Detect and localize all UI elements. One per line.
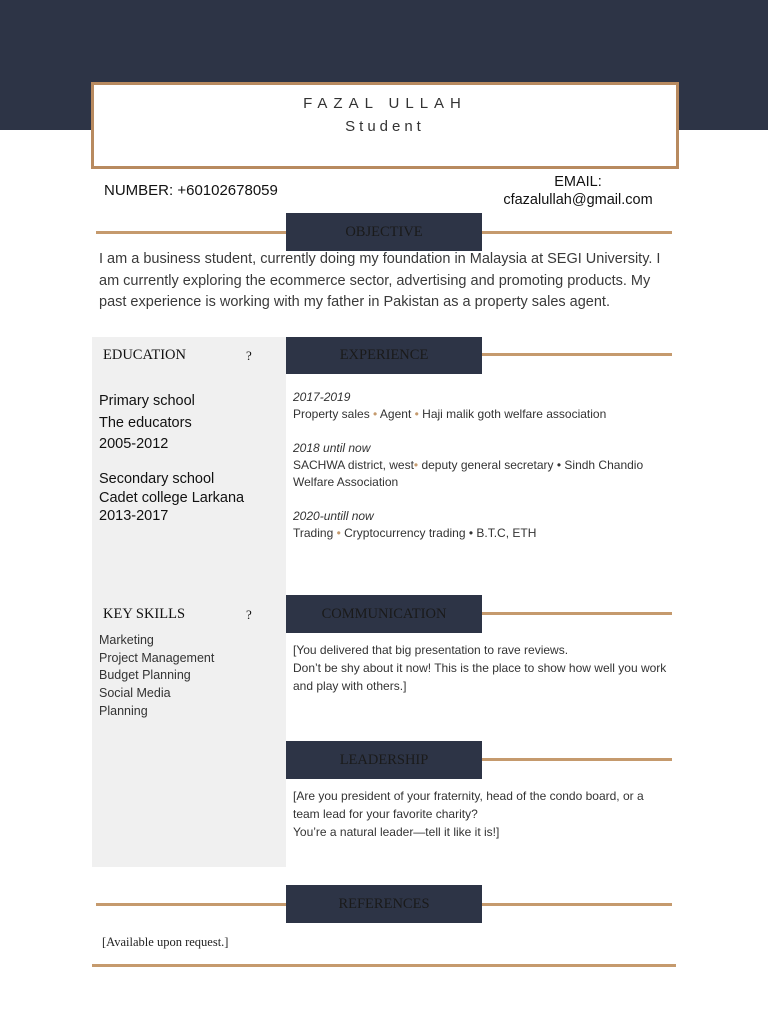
experience-item — [293, 389, 673, 423]
skills-mark: ? — [246, 607, 252, 622]
bullet-icon: • — [336, 526, 341, 540]
experience-item — [293, 440, 673, 491]
primary-years: 2005-2012 — [99, 436, 169, 452]
communication-line: [You delivered that big presentation to rave reviews. — [293, 643, 569, 657]
footer-rule — [92, 964, 676, 967]
references-heading: REFERENCES — [286, 885, 482, 923]
education-heading: EDUCATION — [103, 347, 186, 363]
experience-heading: EXPERIENCE — [286, 337, 482, 374]
experience-title: Trading — [293, 526, 334, 540]
experience-detail — [293, 406, 673, 423]
experience-role: deputy general secretary • Sindh Chandio — [418, 458, 644, 472]
secondary-school: Cadet college Larkana — [99, 489, 245, 506]
bullet-icon: • — [413, 458, 419, 472]
communication-rule — [480, 612, 672, 615]
experience-detail — [293, 457, 673, 474]
leadership-line: [Are you president of your fraternity, head of the condo board, or a team lead for your favorite charity? — [293, 789, 644, 821]
experience-org: Welfare Association — [293, 475, 399, 489]
secondary-years: 2013-2017 — [99, 508, 169, 524]
experience-dates: 2017-2019 — [293, 390, 351, 404]
experience-dates: 2020-untill now — [293, 509, 374, 523]
experience-title: Property sales — [293, 407, 370, 421]
candidate-role: Student — [345, 118, 425, 135]
experience-role: Agent — [379, 407, 412, 421]
skills-list — [99, 632, 214, 721]
objective-heading: OBJECTIVE — [286, 213, 482, 251]
skill-item: Budget Planning — [99, 668, 191, 683]
education-mark: ? — [246, 348, 252, 363]
experience-org: Haji malik goth welfare association — [422, 407, 607, 421]
education-secondary — [99, 470, 244, 526]
communication-heading: COMMUNICATION — [286, 595, 482, 633]
communication-text — [293, 641, 673, 695]
email-block — [478, 173, 678, 209]
phone-number: NUMBER: +60102678059 — [104, 182, 278, 199]
leadership-line: You’re a natural leader—tell it like it is!] — [293, 825, 500, 839]
leadership-text — [293, 787, 673, 841]
experience-detail — [293, 525, 673, 542]
leadership-rule — [480, 758, 672, 761]
skill-item: Social Media — [99, 686, 171, 701]
experience-title: SACHWA district, west — [293, 458, 414, 472]
secondary-level: Secondary school — [99, 471, 215, 487]
experience-role: Cryptocurrency trading • B.T.C, ETH — [340, 526, 537, 540]
education-primary — [99, 391, 195, 456]
leadership-heading: LEADERSHIP — [286, 741, 482, 779]
bullet-icon: • — [373, 407, 378, 421]
skill-item: Marketing — [99, 633, 154, 647]
bullet-icon: • — [414, 407, 419, 421]
experience-dates: 2018 until now — [293, 441, 371, 455]
email-address[interactable]: cfazalullah@gmail.com — [503, 192, 653, 208]
skill-item: Project Management — [99, 650, 215, 665]
skills-heading: KEY SKILLS — [103, 606, 186, 622]
communication-line: Don’t be shy about it now! This is the place to show how well you work and play with others.] — [293, 661, 667, 693]
primary-level: Primary school — [99, 393, 195, 409]
experience-item — [293, 508, 673, 542]
experience-rule — [480, 353, 672, 356]
skill-item: Planning — [99, 703, 148, 718]
candidate-name: FAZAL ULLAH — [303, 95, 467, 112]
email-label: EMAIL: — [554, 174, 602, 190]
objective-text: I am a business student, currently doing my foundation in Malaysia at SEGI University. I am currently exploring the ecommerce sector, advertising and promoting products. My past experience is working with my father in Pakistan as a property sales agent. — [99, 251, 661, 310]
references-text: [Available upon request.] — [102, 935, 229, 949]
name-box — [91, 82, 679, 169]
primary-school: The educators — [99, 414, 192, 431]
